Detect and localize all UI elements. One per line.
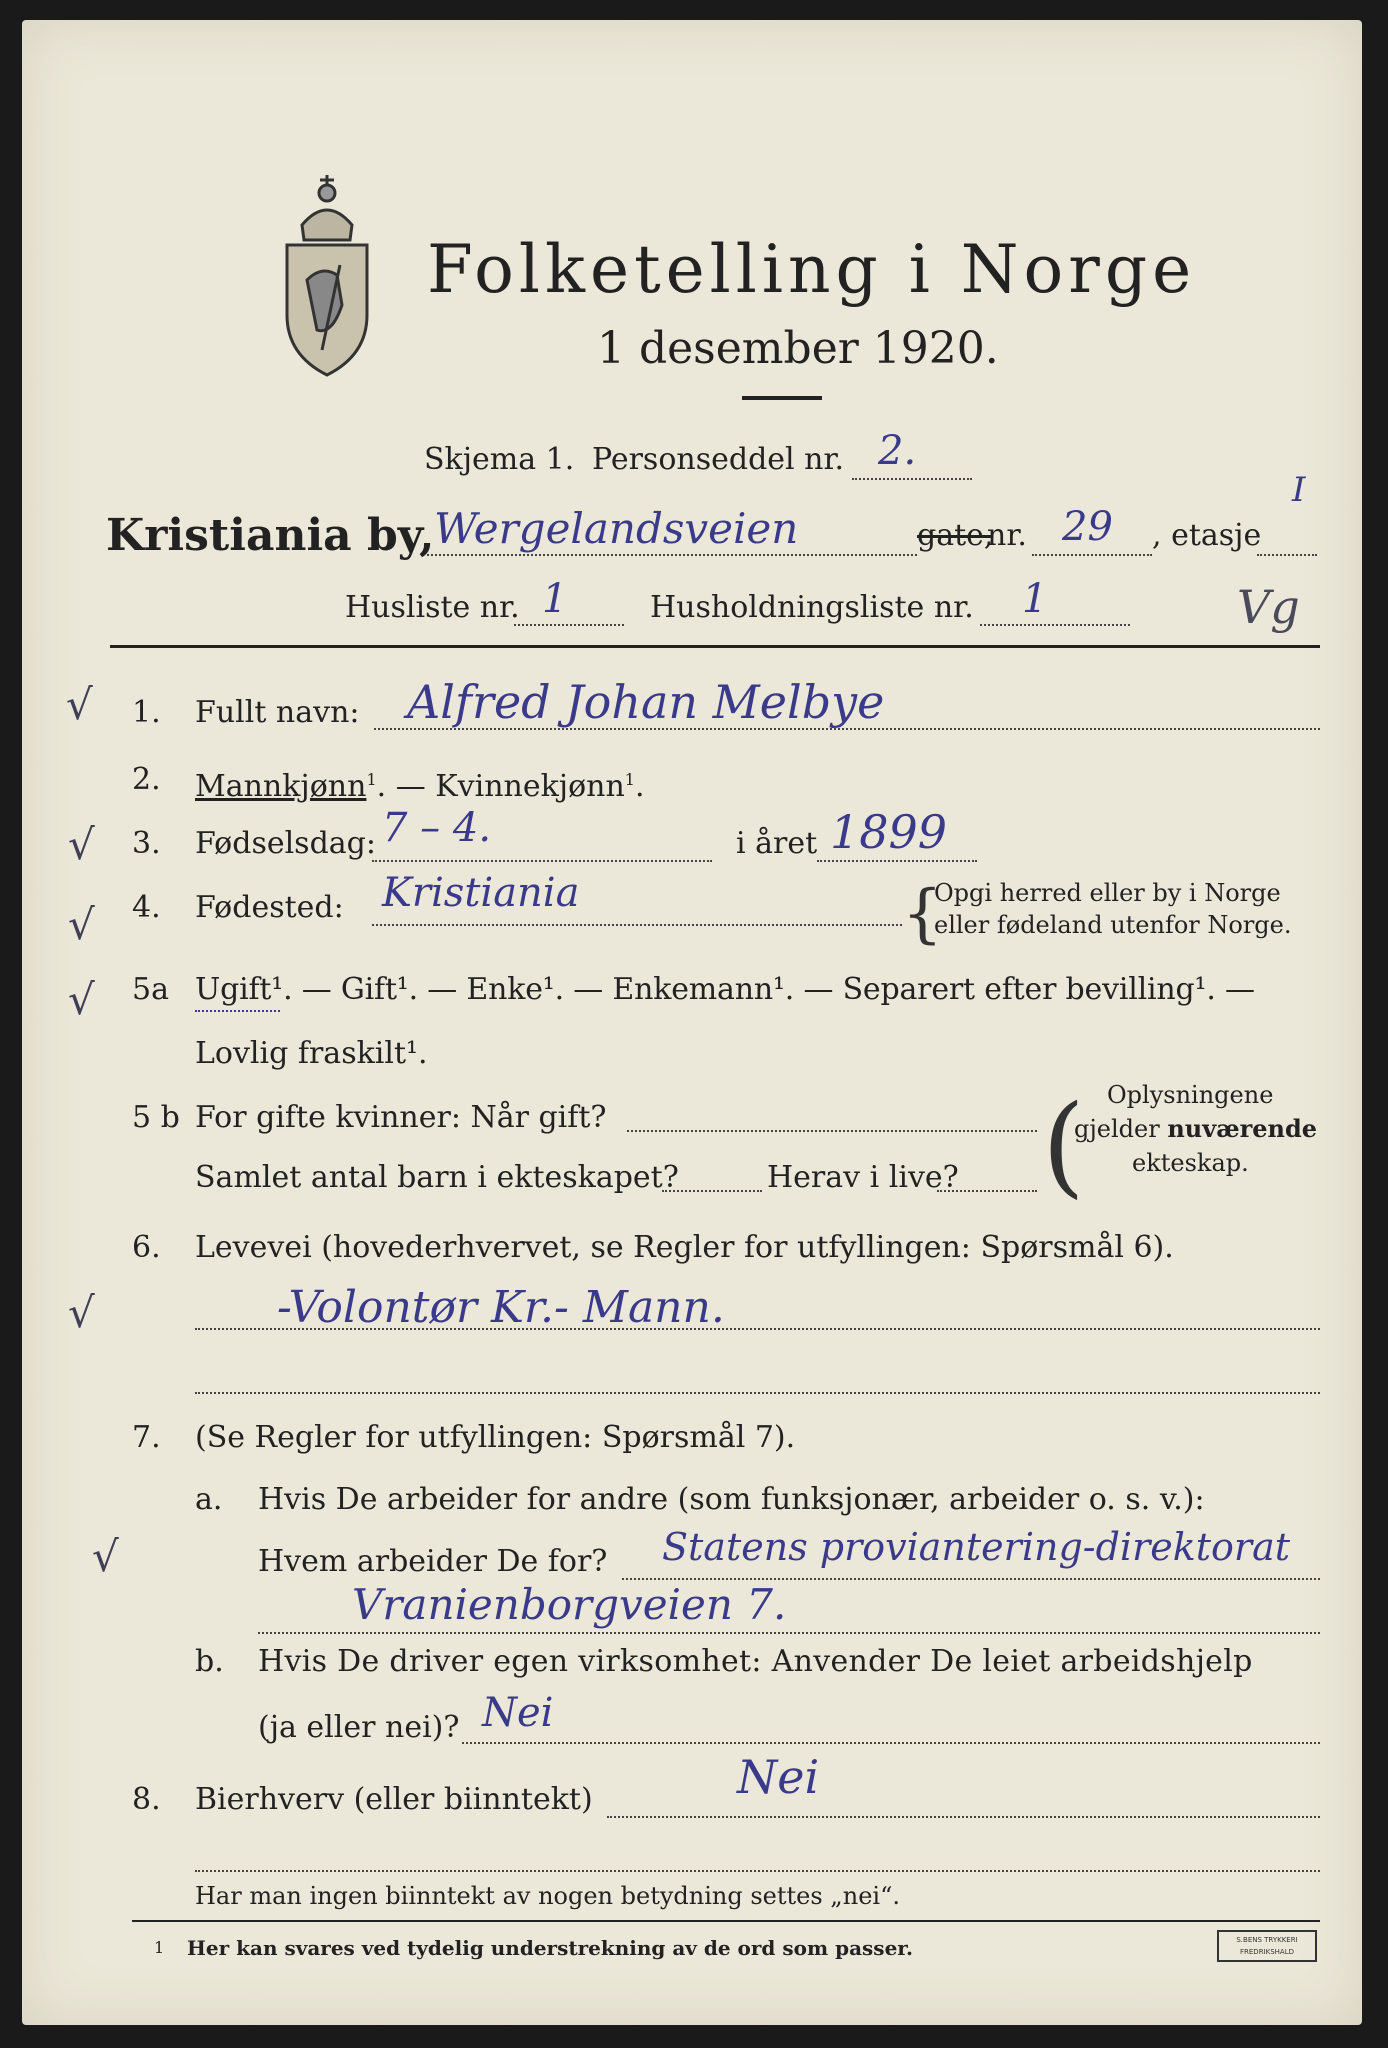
q6-label: Levevei (hovederhvervet, se Regler for utfyllingen: Spørsmål 6). — [195, 1230, 1174, 1265]
q1-value: Alfred Johan Melbye — [407, 675, 885, 729]
q4-number: 4. — [132, 890, 161, 925]
footer-note: Har man ingen biinntekt av nogen betydning settes „nei“. — [195, 1882, 900, 1910]
q6-line1 — [195, 1328, 1320, 1330]
q8-line1 — [607, 1816, 1320, 1818]
husliste-line — [514, 624, 624, 626]
q5b-number: 5 b — [132, 1100, 180, 1135]
q3-year-value: 1899 — [830, 805, 948, 859]
nr-value: 29 — [1062, 504, 1113, 550]
q7a-letter: a. — [195, 1482, 223, 1517]
checkmark-icon: √ — [68, 900, 95, 949]
q5a-number: 5a — [132, 972, 169, 1007]
printer-stamp: S.BENS TRYKKERI FREDRIKSHALD — [1217, 1930, 1317, 1962]
etasje-label: , etasje — [1152, 518, 1262, 553]
q2-male-option: Mannkjønn — [195, 769, 367, 804]
husholdning-value: 1 — [1022, 576, 1048, 622]
initials: Vg — [1237, 580, 1300, 634]
q7b-question: (ja eller nei)? — [258, 1710, 460, 1745]
q3-year-line — [817, 860, 977, 862]
nr-label: nr. — [987, 518, 1027, 553]
coat-of-arms-emblem — [262, 165, 392, 385]
q3-label: Fødselsdag: — [195, 826, 376, 861]
q4-note-line1: Opgi herred eller by i Norge — [934, 879, 1281, 907]
q1-label: Fullt navn: — [195, 695, 360, 730]
q4-note-line2: eller fødeland utenfor Norge. — [934, 911, 1292, 939]
q3-number: 3. — [132, 826, 161, 861]
q5a-options: Ugift¹. — Gift¹. — Enke¹. — Enkemann¹. — Separert efter bevilling¹. — — [195, 972, 1255, 1007]
footnote-number: 1 — [154, 1938, 165, 1957]
q7a-value2: Vranienborgveien 7. — [352, 1580, 787, 1629]
q7b-text: Hvis De driver egen virksomhet: Anvender De leiet arbeidshjelp — [258, 1644, 1253, 1679]
personseddel-label: Personseddel nr. — [592, 442, 845, 477]
q5b-children-line — [662, 1190, 762, 1192]
checkmark-icon: √ — [68, 975, 95, 1024]
q3-date-line — [372, 860, 712, 862]
title-divider — [742, 396, 822, 400]
q6-number: 6. — [132, 1230, 161, 1265]
q5b-note-brace: ( — [1042, 1081, 1085, 1209]
q7b-line — [462, 1742, 1320, 1744]
q7a-value1: Statens proviantering-direktorat — [662, 1525, 1291, 1569]
street-value: Wergelandsveien — [434, 504, 799, 553]
gate-label: gate, — [917, 518, 994, 553]
q3-value: 7 – 4. — [382, 805, 492, 851]
q8-value: Nei — [737, 1750, 820, 1804]
checkmark-icon: √ — [66, 680, 93, 729]
q7a-text: Hvis De arbeider for andre (som funksjonær, arbeider o. s. v.): — [258, 1482, 1205, 1517]
q1-number: 1. — [132, 695, 161, 730]
q5b-line1: For gifte kvinner: Når gift? — [195, 1100, 607, 1135]
q7b-value: Nei — [482, 1690, 554, 1736]
etasje-value: I — [1292, 470, 1306, 510]
q7a-line2 — [258, 1632, 1320, 1634]
q4-value: Kristiania — [382, 870, 580, 916]
census-form — [22, 20, 1362, 2025]
nr-line — [1032, 554, 1152, 556]
q5b-line2a: Samlet antal barn i ekteskapet? — [195, 1160, 679, 1195]
q3-year-label: i året — [736, 826, 818, 861]
q5b-note-line1: Oplysningene — [1107, 1081, 1274, 1109]
q5a-ugift-underline — [195, 1010, 280, 1012]
q8-line2 — [195, 1870, 1320, 1872]
husholdning-label: Husholdningsliste nr. — [650, 590, 974, 625]
q5b-note-line2: gjelder nuværende — [1074, 1114, 1318, 1143]
q2-female-option: Kvinnekjønn — [435, 769, 625, 804]
personseddel-value: 2. — [878, 428, 917, 474]
q5b-married-line — [627, 1130, 1037, 1132]
q4-label: Fødested: — [195, 890, 344, 925]
q2-text: Mannkjønn$^1$. — Kvinnekjønn$^1$. — [195, 769, 645, 804]
footer-divider — [132, 1920, 1320, 1922]
city-label: Kristiania by, — [106, 510, 435, 561]
husliste-label: Husliste nr. — [345, 590, 520, 625]
q5b-line2b: Herav i live? — [767, 1160, 959, 1195]
census-date: 1 desember 1920. — [597, 323, 999, 374]
checkmark-icon: √ — [68, 1288, 95, 1337]
q5b-alive-line — [937, 1190, 1037, 1192]
q7a-question: Hvem arbeider De for? — [258, 1544, 608, 1579]
street-line — [427, 554, 917, 556]
q8-number: 8. — [132, 1782, 161, 1817]
header-divider — [110, 645, 1320, 648]
husholdning-line — [980, 624, 1130, 626]
q5b-note-line3: ekteskap. — [1132, 1149, 1249, 1177]
q4-note-brace: { — [902, 877, 943, 951]
personseddel-line — [852, 478, 972, 480]
etasje-line — [1257, 554, 1317, 556]
footnote-text: Her kan svares ved tydelig understrekning av de ord som passer. — [187, 1936, 913, 1960]
q2-separator: . — — [376, 769, 436, 804]
q6-value: -Volontør Kr.- Mann. — [277, 1282, 725, 1333]
checkmark-icon: √ — [92, 1532, 119, 1581]
q7-number: 7. — [132, 1420, 161, 1455]
husliste-value: 1 — [542, 576, 568, 622]
form-title: Folketelling i Norge — [427, 231, 1197, 308]
q6-line2 — [195, 1392, 1320, 1394]
q8-label: Bierhverv (eller biinntekt) — [195, 1782, 593, 1817]
q7-label: (Se Regler for utfyllingen: Spørsmål 7). — [195, 1420, 796, 1455]
q2-number: 2. — [132, 762, 161, 797]
q7b-letter: b. — [195, 1644, 224, 1679]
q4-line — [372, 924, 902, 926]
q5a-options-cont: Lovlig fraskilt¹. — [195, 1036, 428, 1071]
checkmark-icon: √ — [68, 820, 95, 869]
schema-label: Skjema 1. — [424, 442, 575, 477]
